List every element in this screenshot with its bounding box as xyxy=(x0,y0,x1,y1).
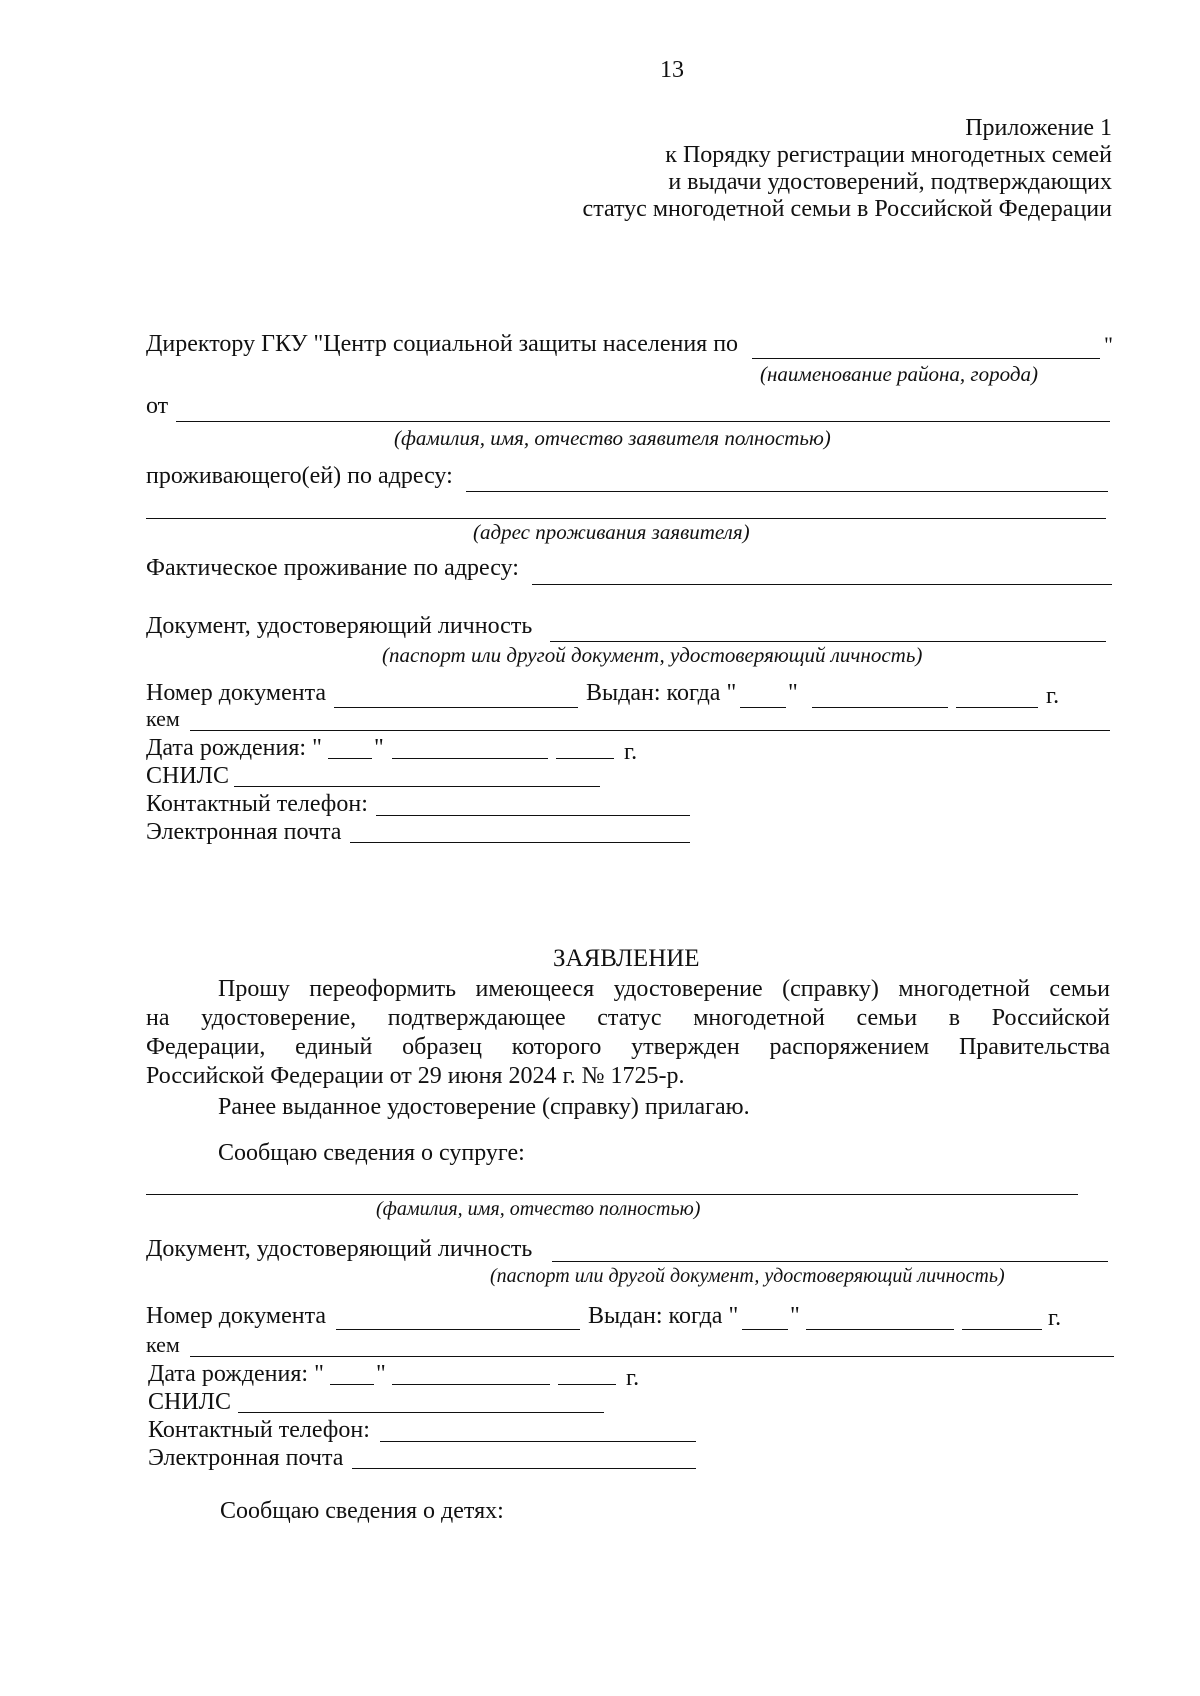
issued-month-field[interactable] xyxy=(812,707,948,708)
director-close-quote: " xyxy=(1104,332,1113,357)
spouse-issued-by-label: кем xyxy=(146,1332,180,1357)
spouse-birth-year-field[interactable] xyxy=(558,1384,616,1385)
spouse-issued-year-field[interactable] xyxy=(962,1329,1042,1330)
snils-label: СНИЛС xyxy=(146,763,229,789)
appendix-title: Приложение 1 xyxy=(965,115,1112,141)
spouse-name-note: (фамилия, имя, отчество полностью) xyxy=(376,1198,701,1220)
phone-label: Контактный телефон: xyxy=(146,791,368,817)
address-note: (адрес проживания заявителя) xyxy=(473,520,750,544)
appendix-line-4: статус многодетной семьи в Российской Федерации xyxy=(582,196,1112,222)
address-field-line-2[interactable] xyxy=(146,518,1106,519)
applicant-name-note: (фамилия, имя, отчество заявителя полностью) xyxy=(394,426,831,450)
statement-paragraph-line-4: Российской Федерации от 29 июня 2024 г. № 1725-р. xyxy=(146,1063,685,1089)
birth-day-close-quote: " xyxy=(374,735,384,761)
address-label: проживающего(ей) по адресу: xyxy=(146,463,453,489)
actual-address-field[interactable] xyxy=(532,584,1112,585)
spouse-issued-by-field[interactable] xyxy=(190,1356,1114,1357)
spouse-birth-day-field[interactable] xyxy=(330,1384,374,1385)
spouse-snils-label: СНИЛС xyxy=(148,1389,231,1415)
spouse-birth-month-field[interactable] xyxy=(392,1384,550,1385)
spouse-doc-number-field[interactable] xyxy=(336,1329,580,1330)
statement-paragraph-line-2: на удостоверение, подтверждающее статус многодетной семьи в Российской xyxy=(146,1005,1110,1031)
director-label: Директору ГКУ "Центр социальной защиты населения по xyxy=(146,331,739,357)
spouse-id-document-label: Документ, удостоверяющий личность xyxy=(146,1236,533,1262)
district-name-note: (наименование района, города) xyxy=(760,362,1038,386)
email-label: Электронная почта xyxy=(146,819,342,845)
spouse-birth-date-label: Дата рождения: " xyxy=(148,1361,324,1387)
issued-by-label: кем xyxy=(146,706,180,731)
spouse-email-field[interactable] xyxy=(352,1468,696,1469)
district-name-field[interactable] xyxy=(752,358,1100,359)
birth-year-field[interactable] xyxy=(556,758,614,759)
from-label: от xyxy=(146,393,169,419)
spouse-phone-field[interactable] xyxy=(380,1441,696,1442)
spouse-doc-number-label: Номер документа xyxy=(146,1303,327,1329)
issued-year-field[interactable] xyxy=(956,707,1038,708)
spouse-section-title: Сообщаю сведения о супруге: xyxy=(218,1140,525,1166)
statement-paragraph-line-3: Федерации, единый образец которого утвержден распоряжением Правительства xyxy=(146,1034,1110,1060)
spouse-phone-label: Контактный телефон: xyxy=(148,1417,370,1443)
issued-by-field[interactable] xyxy=(190,730,1110,731)
appendix-line-3: и выдачи удостоверений, подтверждающих xyxy=(668,169,1112,195)
issued-year-suffix: г. xyxy=(1046,683,1060,709)
spouse-snils-field[interactable] xyxy=(238,1412,604,1413)
snils-field[interactable] xyxy=(234,786,600,787)
spouse-issued-day-close-quote: " xyxy=(790,1303,800,1329)
birth-month-field[interactable] xyxy=(392,758,548,759)
doc-number-label: Номер документа xyxy=(146,680,327,706)
spouse-issued-day-field[interactable] xyxy=(742,1329,788,1330)
phone-field[interactable] xyxy=(376,815,690,816)
id-document-label: Документ, удостоверяющий личность xyxy=(146,613,533,639)
address-field-line-1[interactable] xyxy=(466,491,1108,492)
statement-paragraph-line-1: Прошу переоформить имеющееся удостоверение (справку) многодетной семьи xyxy=(218,976,1110,1002)
spouse-email-label: Электронная почта xyxy=(148,1445,344,1471)
birth-day-field[interactable] xyxy=(328,758,372,759)
spouse-birth-year-suffix: г. xyxy=(626,1365,640,1391)
spouse-birth-day-close-quote: " xyxy=(376,1361,386,1387)
birth-date-label: Дата рождения: " xyxy=(146,735,322,761)
statement-title: ЗАЯВЛЕНИЕ xyxy=(553,945,700,972)
spouse-issued-label: Выдан: когда " xyxy=(588,1303,739,1329)
issued-day-close-quote: " xyxy=(788,680,798,706)
appendix-line-2: к Порядку регистрации многодетных семей xyxy=(665,142,1112,168)
issued-label: Выдан: когда " xyxy=(586,680,737,706)
birth-year-suffix: г. xyxy=(624,739,638,765)
applicant-name-field[interactable] xyxy=(176,421,1110,422)
id-document-field[interactable] xyxy=(550,641,1106,642)
attachment-note: Ранее выданное удостоверение (справку) прилагаю. xyxy=(218,1094,750,1120)
spouse-id-document-note: (паспорт или другой документ, удостоверяющий личность) xyxy=(490,1265,1005,1287)
page-number: 13 xyxy=(660,57,684,83)
children-section-title: Сообщаю сведения о детях: xyxy=(220,1498,504,1524)
doc-number-field[interactable] xyxy=(334,707,578,708)
email-field[interactable] xyxy=(350,842,690,843)
actual-address-label: Фактическое проживание по адресу: xyxy=(146,555,519,581)
spouse-name-field[interactable] xyxy=(146,1194,1078,1195)
spouse-id-document-field[interactable] xyxy=(552,1261,1108,1262)
spouse-issued-year-suffix: г. xyxy=(1048,1305,1062,1331)
id-document-note: (паспорт или другой документ, удостоверяющий личность) xyxy=(382,643,923,667)
spouse-issued-month-field[interactable] xyxy=(806,1329,954,1330)
issued-day-field[interactable] xyxy=(740,707,786,708)
